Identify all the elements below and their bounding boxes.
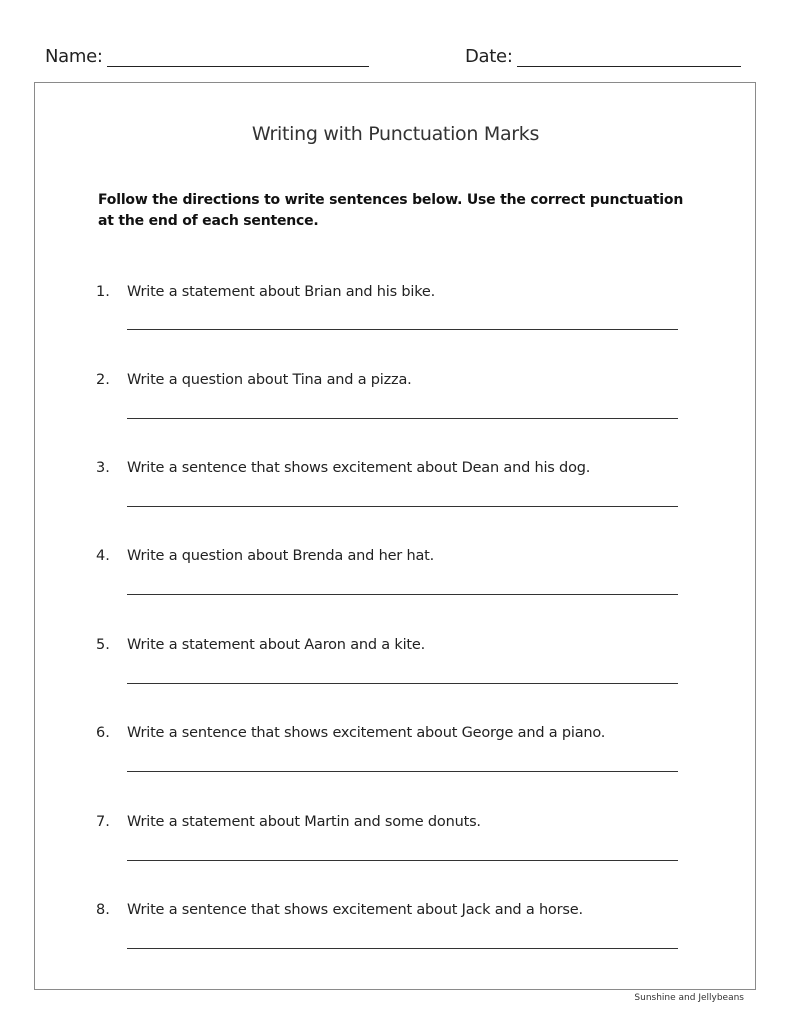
- question-number: 7.: [96, 814, 110, 830]
- name-label: Name:: [45, 46, 103, 67]
- date-label: Date:: [465, 46, 513, 67]
- answer-line[interactable]: [127, 506, 678, 507]
- answer-line[interactable]: [127, 594, 678, 595]
- question-number: 3.: [96, 460, 110, 476]
- directions: Follow the directions to write sentences below. Use the correct punctuation at the end of each sentence.: [98, 192, 684, 229]
- question-number: 8.: [96, 902, 110, 918]
- question-number: 6.: [96, 725, 110, 741]
- question-text: Write a statement about Martin and some donuts.: [127, 814, 481, 830]
- question-number: 5.: [96, 637, 110, 653]
- question-text: Write a statement about Aaron and a kite.: [127, 637, 426, 653]
- answer-line[interactable]: [127, 948, 678, 949]
- answer-line[interactable]: [127, 418, 678, 419]
- question-text: Write a statement about Brian and his bike.: [127, 284, 436, 300]
- question-text: Write a sentence that shows excitement about George and a piano.: [127, 725, 606, 741]
- answer-line[interactable]: [127, 329, 678, 330]
- name-blank-line[interactable]: [107, 48, 369, 67]
- question-number: 4.: [96, 548, 110, 564]
- question-text: Write a sentence that shows excitement about Dean and his dog.: [127, 460, 591, 476]
- date-field: [465, 46, 741, 67]
- answer-line[interactable]: [127, 683, 678, 684]
- name-field: [45, 46, 369, 67]
- question-text: Write a sentence that shows excitement about Jack and a horse.: [127, 902, 583, 918]
- footer-credit: Sunshine and Jellybeans: [634, 993, 744, 1003]
- worksheet-title: Writing with Punctuation Marks: [251, 123, 540, 145]
- question-number: 2.: [96, 372, 110, 388]
- date-blank-line[interactable]: [517, 48, 741, 67]
- question-number: 1.: [96, 284, 110, 300]
- answer-line[interactable]: [127, 860, 678, 861]
- question-text: Write a question about Tina and a pizza.: [127, 372, 412, 388]
- question-text: Write a question about Brenda and her hat.: [127, 548, 435, 564]
- answer-line[interactable]: [127, 771, 678, 772]
